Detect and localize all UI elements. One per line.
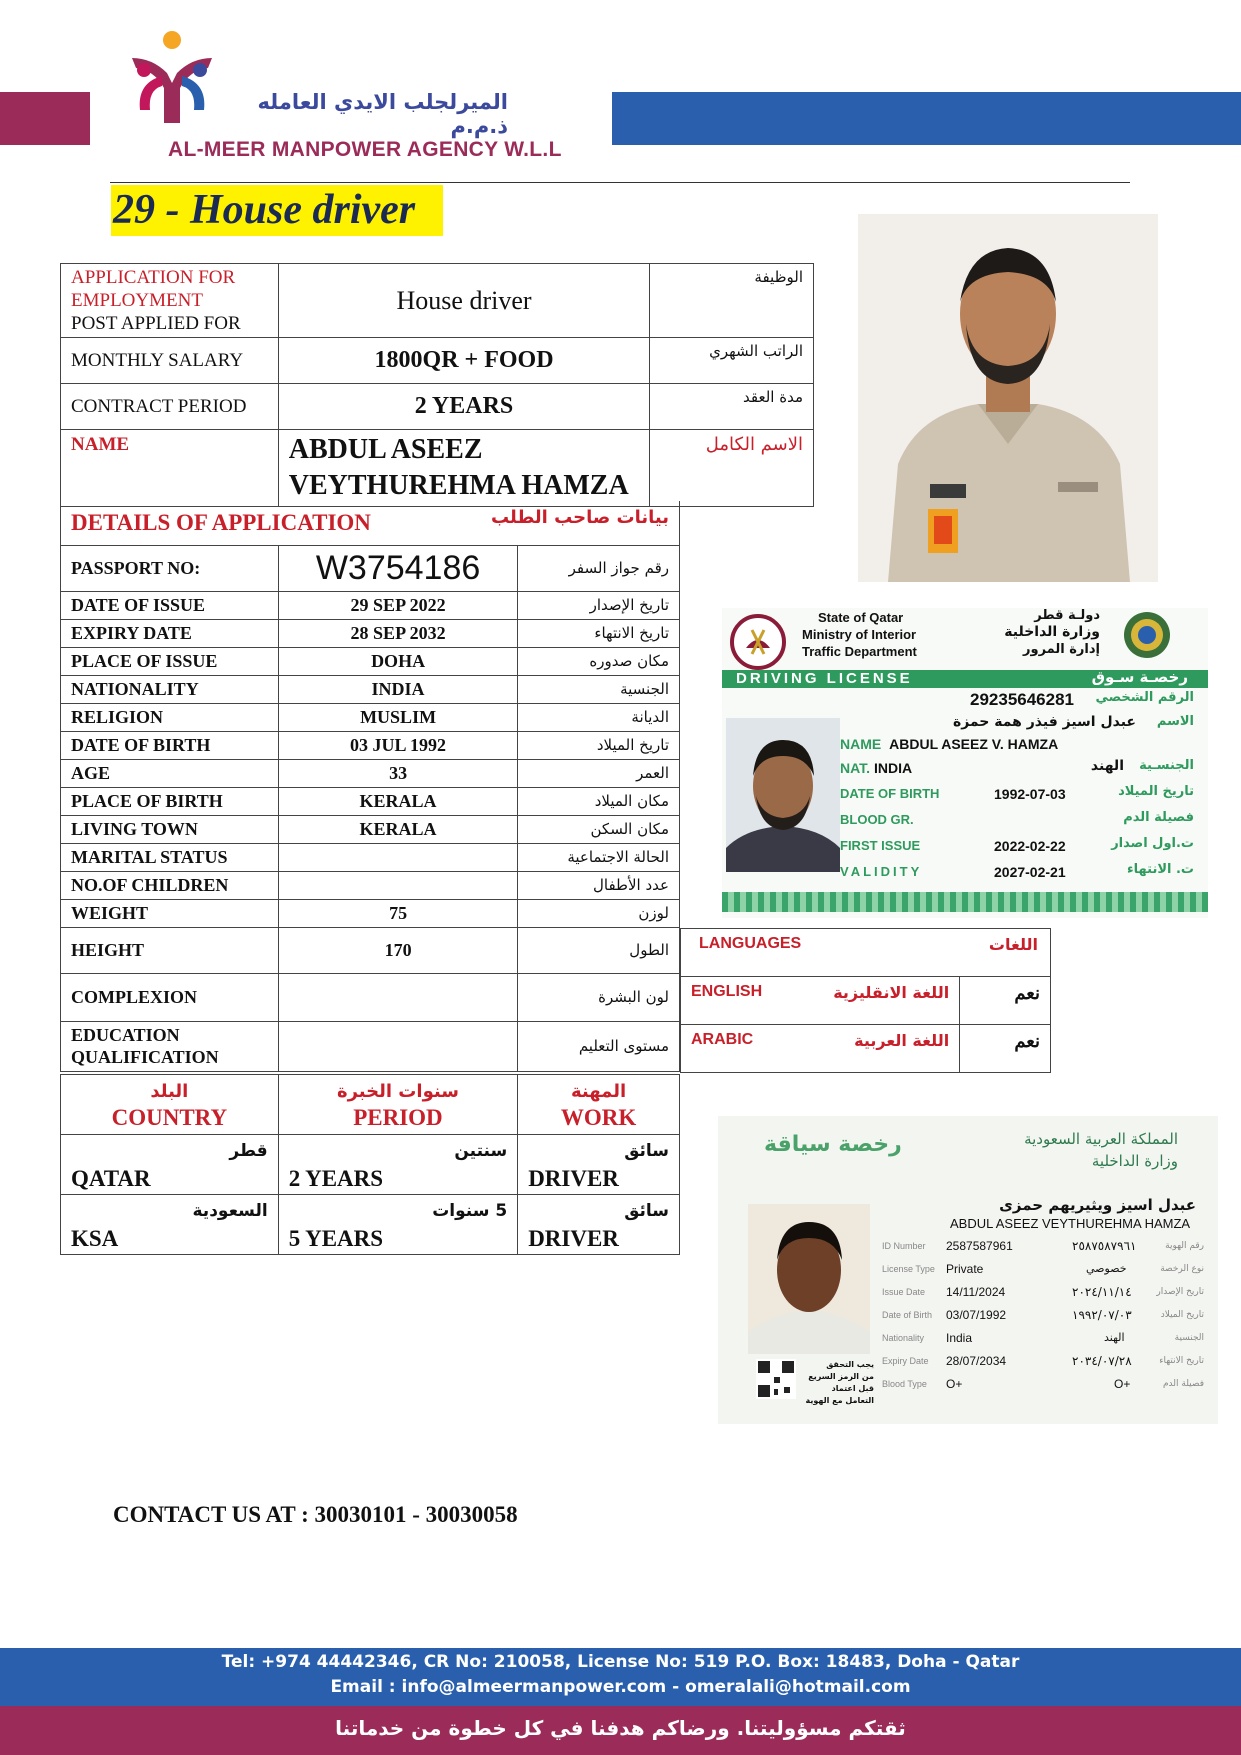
sa-field-ar-value: خصوصي [1086, 1262, 1127, 1275]
detail-label: MARITAL STATUS [61, 843, 279, 871]
salary-label: MONTHLY SALARY [61, 338, 279, 384]
sa-field-value: 14/11/2024 [946, 1285, 1006, 1299]
sa-field-label: Blood Type [882, 1379, 927, 1389]
languages-heading: LANGUAGES [699, 935, 802, 952]
qa-nat-label: NAT. [840, 760, 871, 776]
contract-label: CONTRACT PERIOD [61, 384, 279, 430]
qa-name-ar: عبدل اسيز فيذر همة حمزة [952, 714, 1136, 730]
language-name: ARABIC [691, 1031, 754, 1048]
sa-field-row [882, 1307, 1212, 1330]
sa-title-ar: رخصة سياقة [764, 1132, 902, 1157]
sa-field-row [882, 1330, 1212, 1353]
sa-field-label: ID Number [882, 1241, 926, 1251]
applicant-photo [858, 214, 1158, 582]
qr-code-icon [756, 1359, 796, 1399]
exp-country-en: QATAR [71, 1165, 151, 1191]
detail-label: NO.OF CHILDREN [61, 871, 279, 899]
language-ar: اللغة الانقليزية [833, 983, 950, 1002]
detail-label: RELIGION [61, 703, 279, 731]
detail-value: 75 [278, 899, 518, 927]
name-ar-label: الاسم الكامل [650, 430, 814, 507]
footer-email-line: Email : info@almeermanpower.com - omeralali@hotmail.com [330, 1677, 911, 1697]
sa-field-ar: الجنسية [1174, 1333, 1204, 1343]
sa-field-label: Date of Birth [882, 1310, 933, 1320]
sa-field-ar-value: الهند [1104, 1331, 1125, 1344]
sa-field-ar: رقم الهوية [1165, 1241, 1204, 1251]
post-label-2: EMPLOYMENT [71, 290, 203, 311]
detail-label: LIVING TOWN [61, 815, 279, 843]
qa-validity-label: VALIDITY [840, 864, 923, 879]
exp-work-en: DRIVER [528, 1165, 619, 1191]
detail-ar-label: تاريخ الانتهاء [518, 619, 680, 647]
qa-name-row [840, 736, 1058, 752]
sa-field-label: Expiry Date [882, 1356, 929, 1366]
qa-ministry-ar: وزارة الداخلية [1004, 624, 1100, 640]
qa-ministry: Ministry of Interior [802, 627, 917, 642]
experience-row [61, 1195, 680, 1255]
qa-dob: 1992-07-03 [994, 786, 1066, 802]
sa-kingdom-ar: المملكة العربية السعودية [1024, 1130, 1178, 1148]
qa-validity-ar: ت. الانتهاء [1127, 862, 1194, 877]
exp-country-ar: قطر [229, 1140, 268, 1161]
qa-license-photo [726, 718, 840, 872]
sa-field-ar-value: ٢٠٣٤/٠٧/٢٨ [1072, 1354, 1132, 1368]
languages-table [680, 928, 1051, 1073]
detail-ar-label: العمر [518, 759, 680, 787]
sa-verify-ar-1: يجب التحقق [826, 1360, 874, 1369]
name-label: NAME [61, 430, 279, 507]
detail-ar-label: مكان السكن [518, 815, 680, 843]
sa-field-ar: تاريخ الإصدار [1156, 1287, 1204, 1297]
sa-field-row [882, 1261, 1212, 1284]
contact-line: CONTACT US AT : 30030101 - 30030058 [113, 1502, 518, 1527]
sa-field-ar: نوع الرخصة [1160, 1264, 1204, 1274]
qa-nat: INDIA [873, 760, 913, 776]
languages-heading-cell [681, 929, 1051, 977]
sa-name: ABDUL ASEEZ VEYTHUREHMA HAMZA [950, 1216, 1191, 1231]
passport-ar-label: رقم جواز السفر [518, 545, 680, 591]
sa-license-photo [748, 1204, 870, 1354]
sa-field-ar: فصيلة الدم [1162, 1379, 1204, 1389]
sa-field-value: 28/07/2034 [946, 1354, 1007, 1368]
sa-field-ar-value: ٢٠٢٤/١١/١٤ [1072, 1285, 1132, 1299]
detail-label: NATIONALITY [61, 675, 279, 703]
detail-label: PLACE OF ISSUE [61, 647, 279, 675]
qa-id-no: 29235646281 [970, 690, 1075, 709]
qa-bottom-strip [722, 892, 1208, 912]
qa-name: ABDUL ASEEZ V. HAMZA [889, 736, 1059, 752]
details-heading: DETAILS OF APPLICATION [71, 509, 371, 535]
detail-value: 29 SEP 2022 [278, 591, 518, 619]
detail-label: PLACE OF BIRTH [61, 787, 279, 815]
name-line-2: VEYTHUREHMA HAMZA [288, 470, 629, 501]
qa-first-issue-ar: ت.اول اصدار [1111, 836, 1194, 851]
exp-country [61, 1195, 279, 1255]
sa-field-label: Issue Date [882, 1287, 926, 1297]
qa-dob-label: DATE OF BIRTH [840, 786, 940, 801]
post-label-cell [61, 264, 279, 338]
education-value [278, 1021, 518, 1071]
country-header-ar: البلد [150, 1080, 189, 1102]
qa-blood-ar: فصيلة الدم [1123, 810, 1194, 825]
qa-nat-ar: الجنسـية [1139, 758, 1194, 773]
qa-banner [722, 670, 1208, 688]
exp-period-en: 2 YEARS [288, 1165, 384, 1191]
height-label: HEIGHT [61, 927, 279, 973]
footer-slogan: ثقتكم مسؤوليتنا. ورضاكم هدفنا في كل خطوة من خدماتنا [335, 1716, 906, 1740]
exp-period-ar: سنتين [454, 1140, 508, 1161]
sa-name-ar: عبدل اسيز ويثيريهم حمزى [999, 1196, 1196, 1214]
qatar-emblem-icon [730, 612, 786, 672]
salary-value: 1800QR + FOOD [278, 338, 650, 384]
detail-label: AGE [61, 759, 279, 787]
language-answer: نعم [960, 977, 1051, 1025]
exp-work-ar: سائق [624, 1140, 669, 1161]
gcc-emblem-icon [1122, 610, 1172, 660]
sa-field-row [882, 1238, 1212, 1261]
details-heading-ar: بيانات صاحب الطلب [490, 507, 669, 528]
country-header-en: COUNTRY [111, 1104, 228, 1130]
qa-nat-ar-value: الهند [1090, 758, 1124, 774]
language-row [681, 1025, 960, 1073]
detail-ar-label: الجنسية [518, 675, 680, 703]
qa-name-label: NAME [840, 736, 882, 752]
name-line-1: ABDUL ASEEZ [288, 434, 483, 465]
details-heading-cell [61, 501, 680, 545]
detail-value: 03 JUL 1992 [278, 731, 518, 759]
language-row [681, 977, 960, 1025]
detail-value: MUSLIM [278, 703, 518, 731]
languages-heading-ar: اللغات [988, 935, 1038, 954]
sa-field-row [882, 1353, 1212, 1376]
qatar-driving-license [722, 608, 1208, 918]
qa-nat-row [840, 760, 912, 776]
sa-verify-ar-4: التعامل مع الهوية [805, 1396, 874, 1405]
complexion-value [278, 973, 518, 1021]
detail-value: KERALA [278, 787, 518, 815]
qa-state: State of Qatar [818, 610, 904, 625]
period-header-ar: سنوات الخبرة [336, 1080, 459, 1102]
application-table [60, 263, 814, 507]
language-ar: اللغة العربية [854, 1031, 950, 1050]
saudi-driving-license [718, 1116, 1218, 1424]
exp-work [518, 1195, 680, 1255]
exp-period-en: 5 YEARS [288, 1225, 384, 1251]
education-label-cell [61, 1021, 279, 1071]
detail-label: DATE OF BIRTH [61, 731, 279, 759]
education-ar-label: مستوى التعليم [518, 1021, 680, 1071]
detail-value: 33 [278, 759, 518, 787]
country-header [61, 1075, 279, 1135]
qa-id-ar: الرقم الشخصي [1095, 690, 1194, 705]
height-ar-label: الطول [518, 927, 680, 973]
passport-value: W3754186 [278, 545, 518, 591]
qa-first-issue: 2022-02-22 [994, 838, 1066, 854]
sa-ministry-ar: وزارة الداخلية [1091, 1152, 1178, 1170]
work-header [518, 1075, 680, 1135]
qa-first-issue-label: FIRST ISSUE [840, 838, 921, 853]
exp-work [518, 1135, 680, 1195]
detail-value [278, 871, 518, 899]
sa-fields [882, 1238, 1212, 1399]
header-bar-right [612, 92, 1241, 145]
contract-ar-label: مدة العقد [650, 384, 814, 430]
detail-ar-label: عدد الأطفال [518, 871, 680, 899]
detail-value: 28 SEP 2032 [278, 619, 518, 647]
sa-field-ar-value: ١٩٩٢/٠٧/٠٣ [1072, 1308, 1132, 1322]
contract-value: 2 YEARS [278, 384, 650, 430]
exp-country-en: KSA [71, 1225, 119, 1251]
detail-value: INDIA [278, 675, 518, 703]
header-bar-left [0, 92, 90, 145]
detail-ar-label: تاريخ الميلاد [518, 731, 680, 759]
qa-banner-ar: رخصـة سـوق [1091, 668, 1188, 686]
logo-arabic-name: الميرلجلب الايدي العامله ذ.م.م [257, 90, 508, 138]
language-answer: نعم [960, 1025, 1051, 1073]
period-header [278, 1075, 518, 1135]
exp-country-ar: السعودية [192, 1200, 268, 1221]
detail-ar-label: لوزن [518, 899, 680, 927]
height-value: 170 [278, 927, 518, 973]
exp-period-ar: 5 سنوات [432, 1200, 508, 1221]
sa-field-value: O+ [946, 1377, 963, 1391]
detail-ar-label: تاريخ الإصدار [518, 591, 680, 619]
work-header-en: WORK [560, 1104, 637, 1130]
exp-period [278, 1135, 518, 1195]
detail-label: WEIGHT [61, 899, 279, 927]
language-name: ENGLISH [691, 983, 763, 1000]
sa-field-label: License Type [882, 1264, 935, 1274]
sa-verify-ar-2: من الرمز السريع [808, 1372, 874, 1381]
period-header-en: PERIOD [353, 1104, 443, 1130]
qa-validity: 2027-02-21 [994, 864, 1066, 880]
sa-field-ar-value: O+ [1114, 1377, 1131, 1391]
qa-banner-text: DRIVING LICENSE [736, 670, 913, 687]
salary-ar-label: الراتب الشهري [650, 338, 814, 384]
detail-label: EXPIRY DATE [61, 619, 279, 647]
detail-ar-label: مكان الميلاد [518, 787, 680, 815]
sa-field-ar-value: ٢٥٨٧٥٨٧٩٦١ [1072, 1239, 1137, 1253]
exp-period [278, 1195, 518, 1255]
sa-field-value: 03/07/1992 [946, 1308, 1007, 1322]
detail-value: DOHA [278, 647, 518, 675]
sa-field-value: India [946, 1331, 973, 1345]
sa-field-ar: تاريخ الميلاد [1160, 1310, 1204, 1320]
name-value [278, 430, 650, 507]
work-header-ar: المهنة [571, 1080, 627, 1102]
qa-name-ar-label: الاسم [1156, 714, 1194, 729]
post-value: House driver [278, 264, 650, 338]
detail-value [278, 843, 518, 871]
passport-label: PASSPORT NO: [61, 545, 279, 591]
detail-value: KERALA [278, 815, 518, 843]
qa-blood-label: BLOOD GR. [840, 812, 914, 827]
logo-english-name: AL-MEER MANPOWER AGENCY W.L.L [168, 138, 562, 161]
detail-ar-label: مكان صدوره [518, 647, 680, 675]
page-title: 29 - House driver [113, 187, 416, 233]
exp-country [61, 1135, 279, 1195]
exp-work-ar: سائق [624, 1200, 669, 1221]
sa-field-ar: تاريخ الانتهاء [1159, 1356, 1204, 1366]
education-label-2: QUALIFICATION [71, 1047, 219, 1067]
post-label-3: POST APPLIED FOR [71, 313, 241, 334]
complexion-label: COMPLEXION [61, 973, 279, 1021]
experience-table [60, 1074, 680, 1255]
qa-dept-ar: إدارة المرور [1023, 642, 1100, 657]
sa-verify-ar-3: قبل اعتماد [831, 1384, 874, 1393]
experience-row [61, 1135, 680, 1195]
complexion-ar-label: لون البشرة [518, 973, 680, 1021]
education-label-1: EDUCATION [71, 1025, 180, 1045]
header-divider [110, 182, 1130, 183]
sa-field-label: Nationality [882, 1333, 925, 1343]
qa-dob-ar: تاريخ الميلاد [1118, 784, 1194, 799]
detail-ar-label: الديانة [518, 703, 680, 731]
detail-ar-label: الحالة الاجتماعية [518, 843, 680, 871]
sa-field-value: 2587587961 [946, 1239, 1013, 1253]
detail-label: DATE OF ISSUE [61, 591, 279, 619]
post-ar-label: الوظيفة [650, 264, 814, 338]
qa-state-ar: دولـة قطر [1034, 608, 1100, 623]
sa-field-row [882, 1376, 1212, 1399]
exp-work-en: DRIVER [528, 1225, 619, 1251]
post-label-1: APPLICATION FOR [71, 267, 236, 288]
footer-contact-line: Tel: +974 44442346, CR No: 210058, License No: 519 P.O. Box: 18483, Doha - Qatar [221, 1652, 1020, 1672]
sa-field-value: Private [946, 1262, 984, 1276]
sa-field-row [882, 1284, 1212, 1307]
details-table [60, 501, 680, 1072]
qa-dept: Traffic Department [802, 644, 917, 659]
